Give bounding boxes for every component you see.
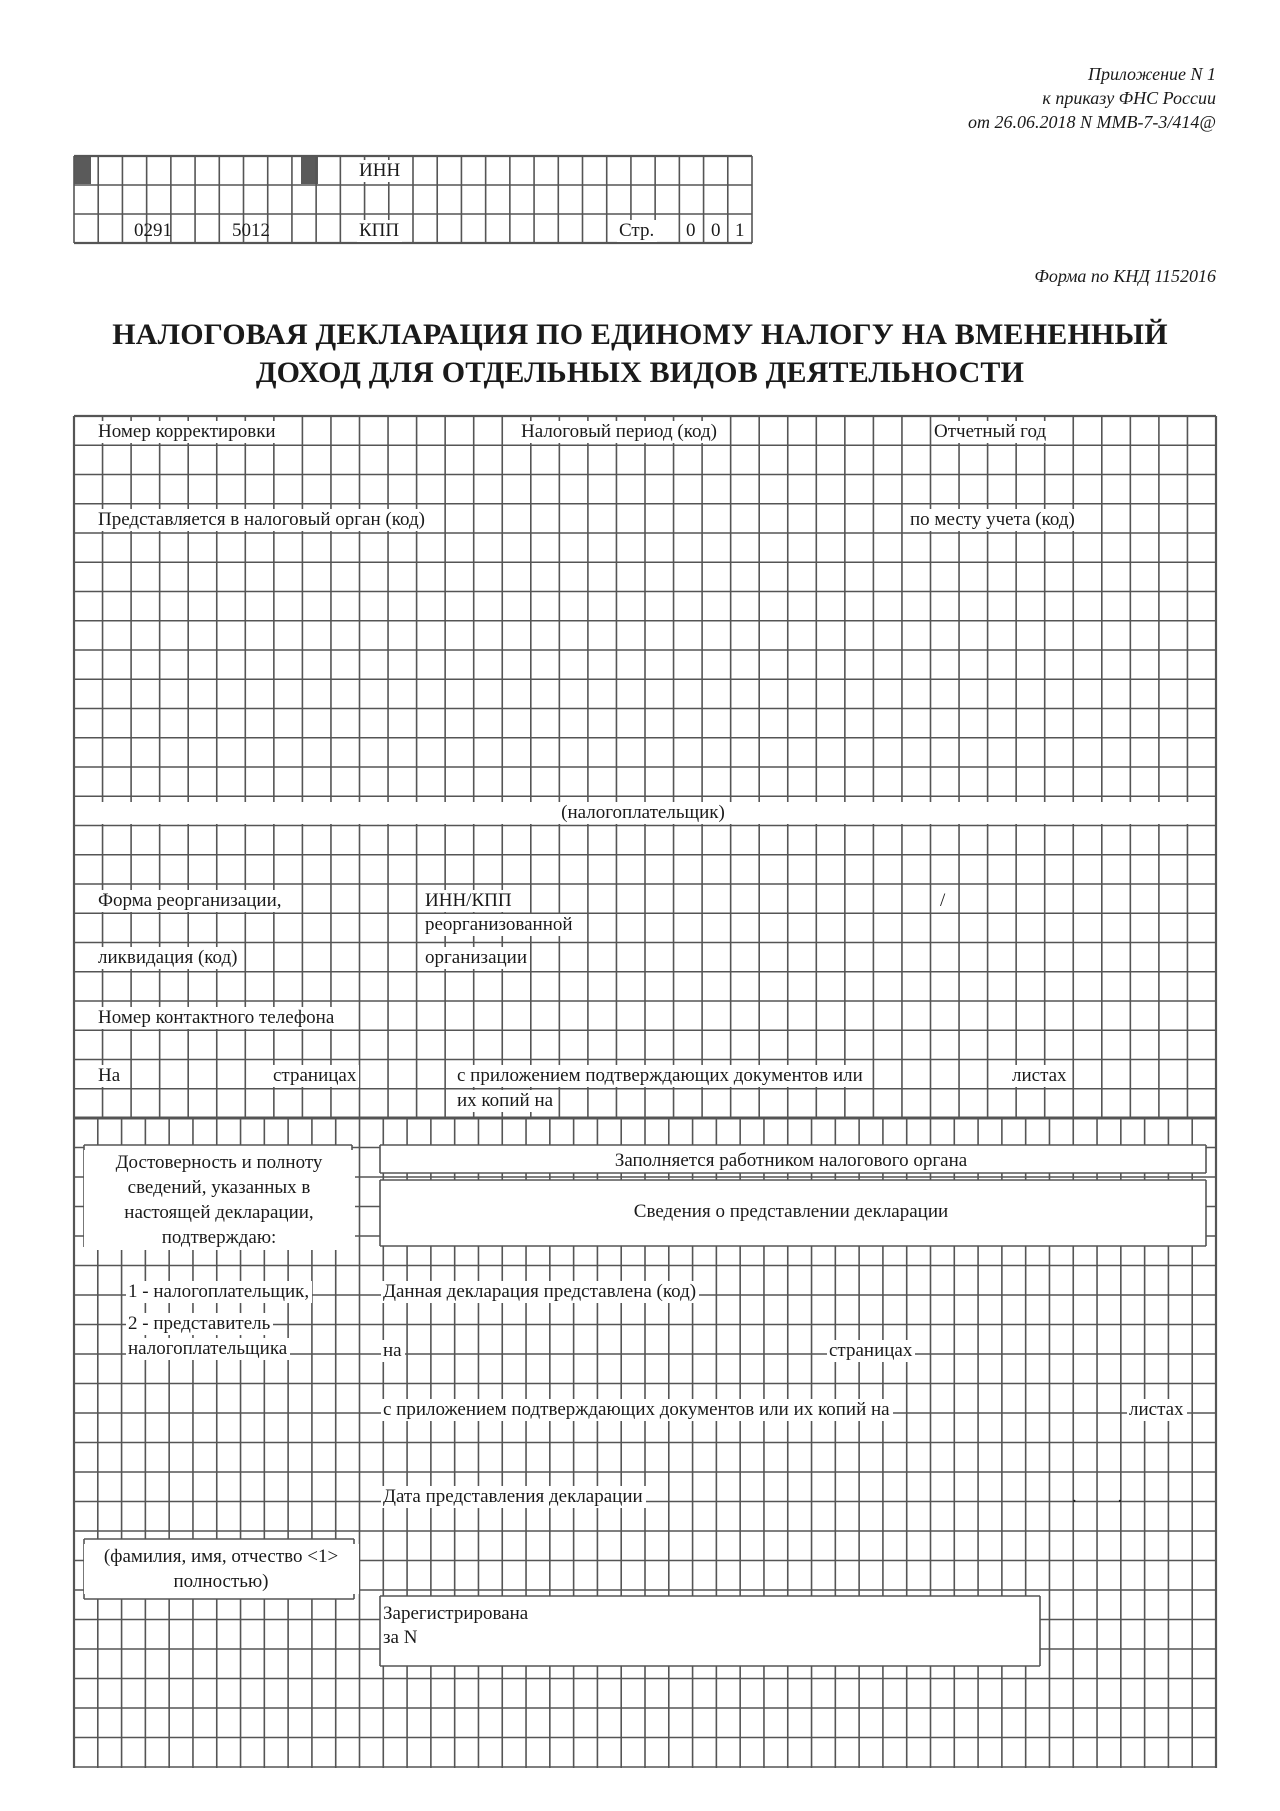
inn-kpp-label-1: ИНН/КПП (423, 890, 515, 912)
registered-label-1: Зарегистрирована (381, 1603, 531, 1625)
page-digit-2: 0 (711, 220, 721, 241)
title-line-1: НАЛОГОВАЯ ДЕКЛАРАЦИЯ ПО ЕДИНОМУ НАЛОГУ НА ВМЕНЕННЫЙ (112, 318, 1168, 351)
liquidation-label: ликвидация (код) (96, 947, 241, 969)
page-digit-1: 0 (686, 220, 696, 241)
document-title (60, 316, 1220, 392)
confirm-text: Достоверность и полноту сведений, указанных в настоящей декларации, подтверждаю: (84, 1150, 355, 1250)
appendix-line-3: от 26.06.2018 N ММВ-7-3/414@ (967, 112, 1216, 132)
on-label: На (96, 1065, 123, 1087)
inn-kpp-label-3: организации (423, 947, 530, 969)
option-taxpayer: 1 - налогоплательщик, (126, 1281, 312, 1303)
header-marker-left (74, 156, 91, 184)
submitted-attachments-label: с приложением подтверждающих документов или их копий на (381, 1399, 893, 1421)
submitted-pages-label: страницах (827, 1340, 915, 1362)
kpp-label: КПП (357, 220, 402, 242)
submitted-sheets-label: листах (1127, 1399, 1187, 1421)
filled-by-tax-officer: Заполняется работником налогового органа (382, 1150, 1201, 1172)
appendix-reference (968, 62, 1216, 134)
submitted-on-label: на (381, 1340, 405, 1362)
appendix-line-1: Приложение N 1 (1087, 64, 1216, 84)
title-line-2: ДОХОД ДЛЯ ОТДЕЛЬНЫХ ВИДОВ ДЕЯТЕЛЬНОСТИ (255, 356, 1025, 389)
attachments-label-1: с приложением подтверждающих документов или (455, 1065, 866, 1087)
reporting-year-label: Отчетный год (932, 421, 1049, 443)
date-separators: . . (1072, 1486, 1141, 1507)
submission-date-label: Дата представления декларации (381, 1486, 646, 1508)
sheets-label: листах (1010, 1065, 1070, 1087)
correction-number-label: Номер корректировки (96, 421, 279, 443)
pages-label: страницах (271, 1065, 359, 1087)
tax-period-label: Налоговый период (код) (519, 421, 720, 443)
submission-info-heading: Сведения о представлении декларации (382, 1201, 1201, 1223)
page-label: Стр. (617, 220, 657, 242)
appendix-line-2: к приказу ФНС России (1042, 88, 1216, 108)
attachments-label-2: их копий на (455, 1090, 556, 1112)
header-code-1: 0291 (134, 220, 172, 241)
registered-label-2: за N (381, 1627, 420, 1649)
tax-authority-label: Представляется в налоговый орган (код) (96, 509, 428, 531)
inn-label: ИНН (357, 160, 403, 182)
phone-label: Номер контактного телефона (96, 1007, 337, 1029)
submitted-code-label: Данная декларация представлена (код) (381, 1281, 699, 1303)
inn-kpp-label-2: реорганизованной (423, 914, 576, 936)
header-code-2: 5012 (232, 220, 270, 241)
reorg-form-label: Форма реорганизации, (96, 890, 285, 912)
taxpayer-caption: (налогоплательщик) (96, 802, 1191, 824)
inn-kpp-separator: / (940, 890, 946, 911)
fio-caption: (фамилия, имя, отчество <1> полностью) (84, 1544, 359, 1594)
form-code: Форма по КНД 1152016 (1034, 266, 1216, 286)
option-representative-1: 2 - представитель (126, 1313, 273, 1335)
place-of-registration-label: по месту учета (код) (908, 509, 1078, 531)
page-digit-3: 1 (735, 220, 745, 241)
option-representative-2: налогоплательщика (126, 1338, 290, 1360)
